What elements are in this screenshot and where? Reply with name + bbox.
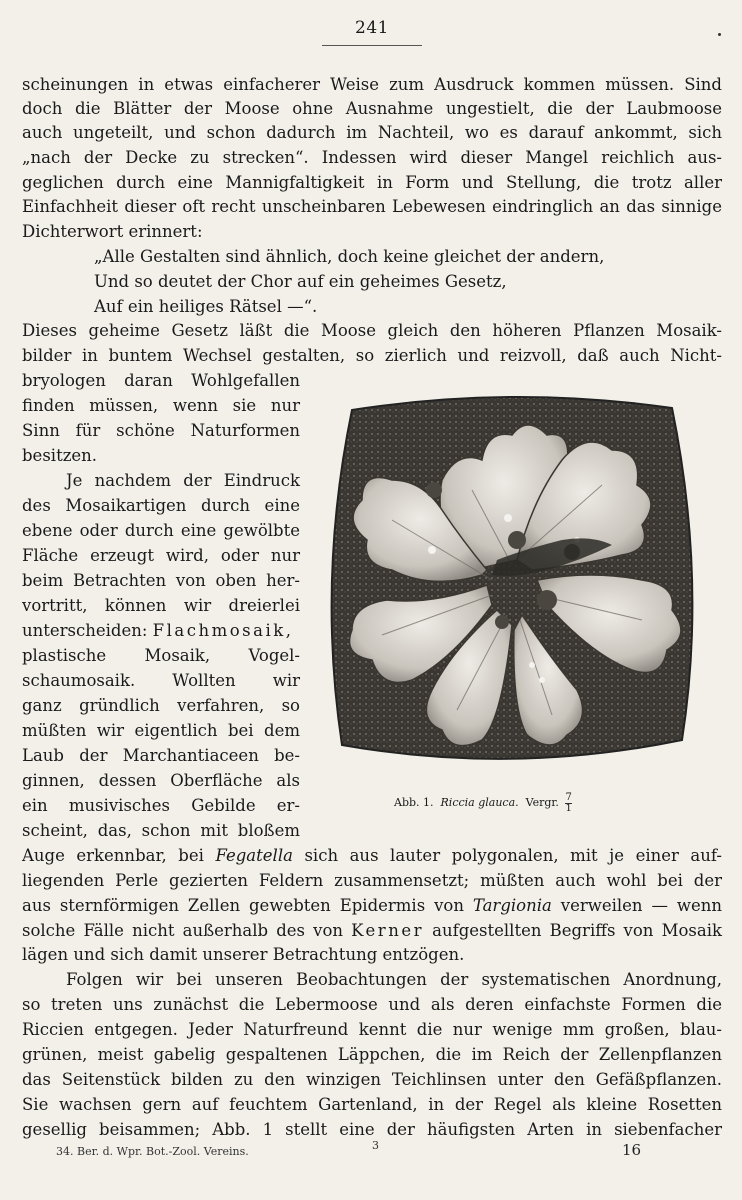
text-line: ebene oder durch eine gewölbte <box>22 521 300 540</box>
text-line: geglichen durch eine Mannigfaltigkeit in Form und Stellung, die trotz aller <box>22 173 722 192</box>
text-line: Dieses geheime Gesetz läßt die Moose gleich den höheren Pflanzen Mosaik- <box>22 321 722 340</box>
caption-magnification: Vergr. <box>525 796 559 809</box>
italic-term: Fegatella <box>215 846 293 865</box>
text-line: Sinn für schöne Naturformen <box>22 421 300 440</box>
text-line: das Seitenstück bilden zu den winzigen Teichlinsen unter den Gefäßpflanzen. <box>22 1070 722 1089</box>
poem-line: Und so deutet der Chor auf ein geheimes Gesetz, <box>94 272 507 291</box>
text-line: so treten uns zunächst die Lebermoose und als deren einfachste Formen die <box>22 995 722 1014</box>
text-line: schaumosaik. Wollten wir <box>22 671 300 690</box>
text-line-mixed <box>22 895 722 917</box>
text-line: ganz gründlich verfahren, so <box>22 696 300 715</box>
text-line: grünen, meist gabelig gespaltenen Läppchen, die im Reich der Zellenpflanzen <box>22 1045 722 1064</box>
caption-species: Riccia glauca. <box>440 796 519 809</box>
text-line: des Mosaikartigen durch eine <box>22 496 300 515</box>
footer-sheet-mark: 3 <box>372 1139 379 1152</box>
text-line: scheint, das, schon mit bloßem <box>22 821 300 840</box>
text-line: müßten wir eigentlich bei dem <box>22 721 300 740</box>
italic-term: Targionia <box>472 896 552 915</box>
footer-signature-note: 34. Ber. d. Wpr. Bot.-Zool. Vereins. <box>56 1145 249 1158</box>
text-line: Fläche erzeugt wird, oder nur <box>22 546 300 565</box>
text-span: solche Fälle nicht außerhalb des von <box>22 921 352 940</box>
text-span: aufgestellten Begriffs von Mosaik <box>423 921 722 940</box>
caption-label: Abb. 1. <box>394 796 434 809</box>
text-line: gesellig beisammen; Abb. 1 stellt eine der häufigsten Arten in siebenfacher <box>22 1120 722 1139</box>
text-span: sich aus lauter polygonalen, mit je einer auf- <box>292 846 722 865</box>
fraction-denominator: 1 <box>565 802 572 814</box>
text-line: bilder in buntem Wechsel gestalten, so zierlich und reizvoll, daß auch Nicht- <box>22 346 722 365</box>
text-line: lägen und sich damit unserer Betrachtung entzögen. <box>22 945 465 964</box>
margin-dot <box>718 33 721 36</box>
spaced-term: Flachmosaik, <box>152 621 294 640</box>
text-line: liegenden Perle gezierten Feldern zusammensetzt; müßten auch wohl bei der <box>22 871 722 890</box>
text-line: auch ungeteilt, und schon dadurch im Nachteil, wo es darauf ankommt, sich <box>22 123 722 142</box>
text-line: besitzen. <box>22 446 98 465</box>
footer-sheet-number: 16 <box>622 1141 642 1159</box>
text-line: Laub der Marchantiaceen be- <box>22 746 300 765</box>
fraction-numerator: 7 <box>565 791 572 803</box>
text-line: Folgen wir bei unseren Beobachtungen der systematischen Anordnung, <box>66 970 722 989</box>
text-line: Dichterwort erinnert: <box>22 222 203 241</box>
text-line: scheinungen in etwas einfacherer Weise zum Ausdruck kommen müssen. Sind <box>22 75 722 94</box>
spaced-name: Kerner <box>351 921 424 940</box>
poem-line: Auf ein heiliges Rätsel —“. <box>94 297 318 316</box>
text-span: Auge erkennbar, bei <box>22 846 216 865</box>
text-line: Einfachheit dieser oft recht unscheinbaren Lebewesen eindringlich an das sinnige <box>22 197 722 216</box>
text-line: beim Betrachten von oben her- <box>22 571 300 590</box>
text-span: unterscheiden: <box>22 621 153 640</box>
text-line: vortritt, können wir dreierlei <box>22 596 300 615</box>
text-line: ein musivisches Gebilde er- <box>22 796 300 815</box>
text-line: bryologen daran Wohlgefallen <box>22 371 300 390</box>
figure-caption <box>394 790 634 816</box>
text-line-mixed <box>22 620 300 642</box>
text-span: aus sternförmigen Zellen gewebten Epidermis von <box>22 896 473 915</box>
text-line: ginnen, dessen Oberfläche als <box>22 771 300 790</box>
page-number-rule <box>322 45 422 46</box>
magnification-fraction <box>565 793 571 814</box>
text-line-mixed <box>22 920 722 942</box>
text-line-mixed <box>22 845 722 867</box>
page-number: 241 <box>355 18 389 38</box>
text-line: Riccien entgegen. Jeder Naturfreund kennt die nur wenige mm großen, blau- <box>22 1020 722 1039</box>
riccia-glauca-illustration <box>322 390 700 768</box>
text-span: verweilen — wenn <box>551 896 722 915</box>
poem-line: „Alle Gestalten sind ähnlich, doch keine gleichet der andern, <box>94 247 605 266</box>
text-line: doch die Blätter der Moose ohne Ausnahme ungestielt, die der Laubmoose <box>22 99 722 118</box>
text-line: „nach der Decke zu strecken“. Indessen wird dieser Mangel reichlich aus- <box>22 148 722 167</box>
text-line: Sie wachsen gern auf feuchtem Gartenland, in der Regel als kleine Rosetten <box>22 1095 722 1114</box>
text-line: finden müssen, wenn sie nur <box>22 396 300 415</box>
text-line: plastische Mosaik, Vogel- <box>22 646 300 665</box>
text-line: Je nachdem der Eindruck <box>66 471 300 490</box>
